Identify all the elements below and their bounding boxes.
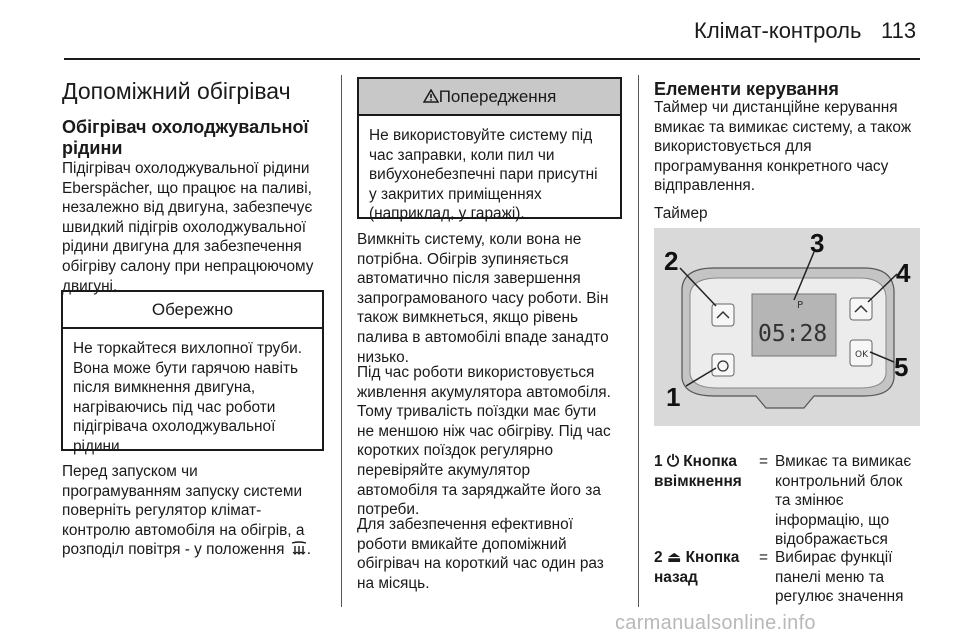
callout-label-3: 3: [810, 228, 825, 258]
back-button[interactable]: [712, 304, 734, 326]
callout-label-1: 1: [666, 382, 681, 412]
caution-title: Обережно: [63, 292, 322, 329]
warning-header: [359, 79, 620, 116]
preheat-paragraph: Перед запуском чи програмуванням запуску системи поверніть регулятор клімат- контролю автомобіля на обігрів, а розподіл повітря - у положення .: [62, 463, 311, 559]
battery-paragraph: Під час роботи використовується живлення акумулятора автомобіля. Тому тривалість поїздки має бути не меншою ніж час обігріву. Під час коротких поїздок регулярно перевіряйте акумулятор автомобіля та заряджайте його за потреби.: [357, 364, 611, 519]
page-header-title: Клімат-контроль: [694, 18, 862, 43]
legend-row-power: [654, 452, 944, 552]
legend-equals: =: [759, 453, 768, 470]
display-time: 05:28: [758, 321, 828, 347]
intro-paragraph: Підігрівач охолоджувальної рідини Eberspächer, що працює на паливі, незалежно від двигуна, забезпечує швидкий підігрів охолоджувальної рідини двигуна для забезпечення обігріву салону при непрацюючому двигуні.: [62, 160, 314, 295]
legend-row-back: [654, 548, 944, 608]
watermark: carmanualsonline.info: [615, 612, 816, 634]
legend-term: 1 ⏻ Кнопка ввімкнення: [654, 453, 742, 490]
warning-triangle-icon: [423, 89, 439, 103]
air-distribution-icon: [291, 541, 307, 556]
controls-intro: Таймер чи дистанційне керування вмикає та вимикає систему, а також використовується для програмування конкретного часу відправлення.: [654, 99, 912, 195]
callout-label-2: 2: [664, 246, 679, 276]
legend-term: 2 ⏏ Кнопка назад: [654, 549, 740, 586]
column-divider: [638, 75, 639, 607]
display-mode-symbol: P: [797, 300, 804, 311]
ok-button-label: OK: [855, 350, 868, 360]
callout-label-5: 5: [894, 352, 909, 382]
legend-description: Вмикає та вимикає контрольний блок та змінює інформацію, що відображається: [775, 453, 912, 549]
caution-box: [61, 290, 324, 455]
warning-text: Не використовуйте систему під час заправки, коли пил чи вибухонебезпечні пари присутні у закритих приміщеннях (наприклад, у гаражі).: [369, 127, 598, 223]
warning-title: Попередження: [438, 87, 557, 106]
timer-heading: Таймер: [654, 205, 708, 222]
header-rule: [64, 58, 920, 60]
warning-box: [357, 77, 622, 223]
subsection-title: Обігрівач охолоджувальної рідини: [62, 117, 309, 158]
legend-equals: =: [759, 549, 768, 566]
shutdown-paragraph: Вимкніть систему, коли вона не потрібна. Обігрів зупиняється автоматично після завершення запрограмованого часу роботи. Він також вимкнеться, якщо рівень палива в автомобілі впаде занадто низько.: [357, 231, 609, 366]
timer-figure: [654, 228, 920, 426]
power-button[interactable]: [712, 354, 734, 376]
page-number: 113: [881, 18, 917, 43]
callout-label-4: 4: [896, 258, 911, 288]
legend-description: Вибирає функції панелі меню та регулює значення: [775, 549, 904, 606]
section-title: Допоміжний обігрівач: [62, 78, 291, 104]
monthly-paragraph: Для забезпечення ефективної роботи вмикайте допоміжний обігрівач на короткий час один раз на місяць.: [357, 516, 604, 592]
column-divider: [341, 75, 342, 607]
controls-title: Елементи керування: [654, 79, 839, 99]
caution-text: Не торкайтеся вихлопної труби. Вона може бути гарячою навіть після вимкнення двигуна, нагріваючись під час роботи підігрівача охолоджувальної рідини.: [73, 340, 303, 455]
